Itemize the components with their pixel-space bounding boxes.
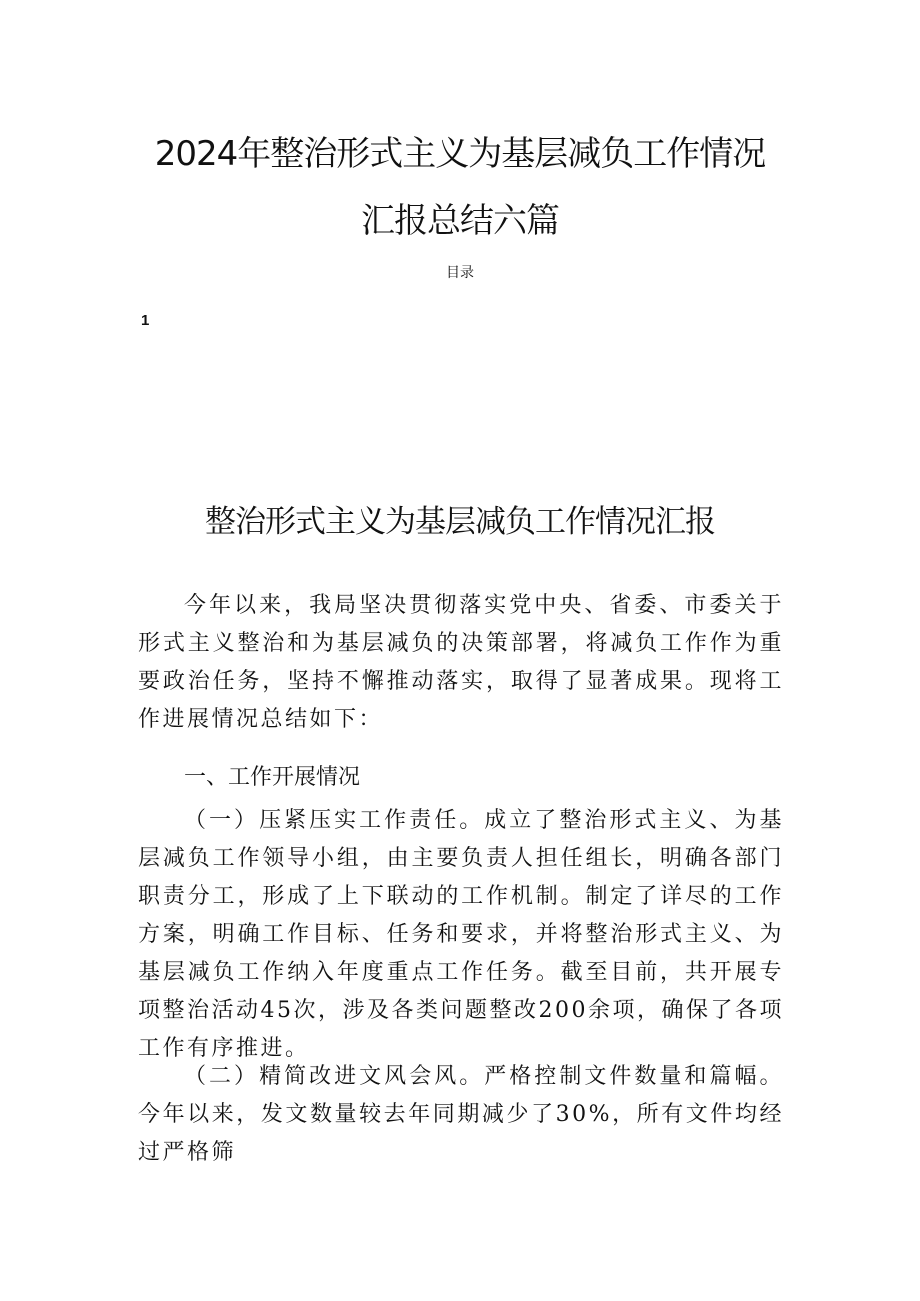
body-paragraph-2: （二）精简改进文风会风。严格控制文件数量和篇幅。今年以来，发文数量较去年同期减少了30%，所有文件均经过严格筛 [138, 1064, 784, 1165]
section-1-heading: 一、工作开展情况 [184, 765, 361, 790]
table-of-contents-entry-number: 1 [141, 312, 150, 329]
document-title-line-2: 汇报总结六篇 [361, 201, 559, 241]
intro-paragraph: 今年以来，我局坚决贯彻落实党中央、省委、市委关于形式主义整治和为基层减负的决策部署，将减负工作作为重要政治任务，坚持不懈推动落实，取得了显著成果。现将工作进展情况总结如下： [138, 593, 784, 732]
body-paragraph-1: （一）压紧压实工作责任。成立了整治形式主义、为基层减负工作领导小组，由主要负责人担任组长，明确各部门职责分工，形成了上下联动的工作机制。制定了详尽的工作方案，明确工作目标、任务和要求，并将整治形式主义、为基层减负工作纳入年度重点工作任务。截至目前，共开展专项整治活动45次，涉及各类问题整改200余项，确保了各项工作有序推进。 [138, 808, 784, 1061]
document-title-line-1: 2024年整治形式主义为基层减负工作情况 [154, 134, 766, 174]
table-of-contents-label: 目录 [446, 265, 474, 281]
article-heading: 整治形式主义为基层减负工作情况汇报 [205, 504, 715, 540]
